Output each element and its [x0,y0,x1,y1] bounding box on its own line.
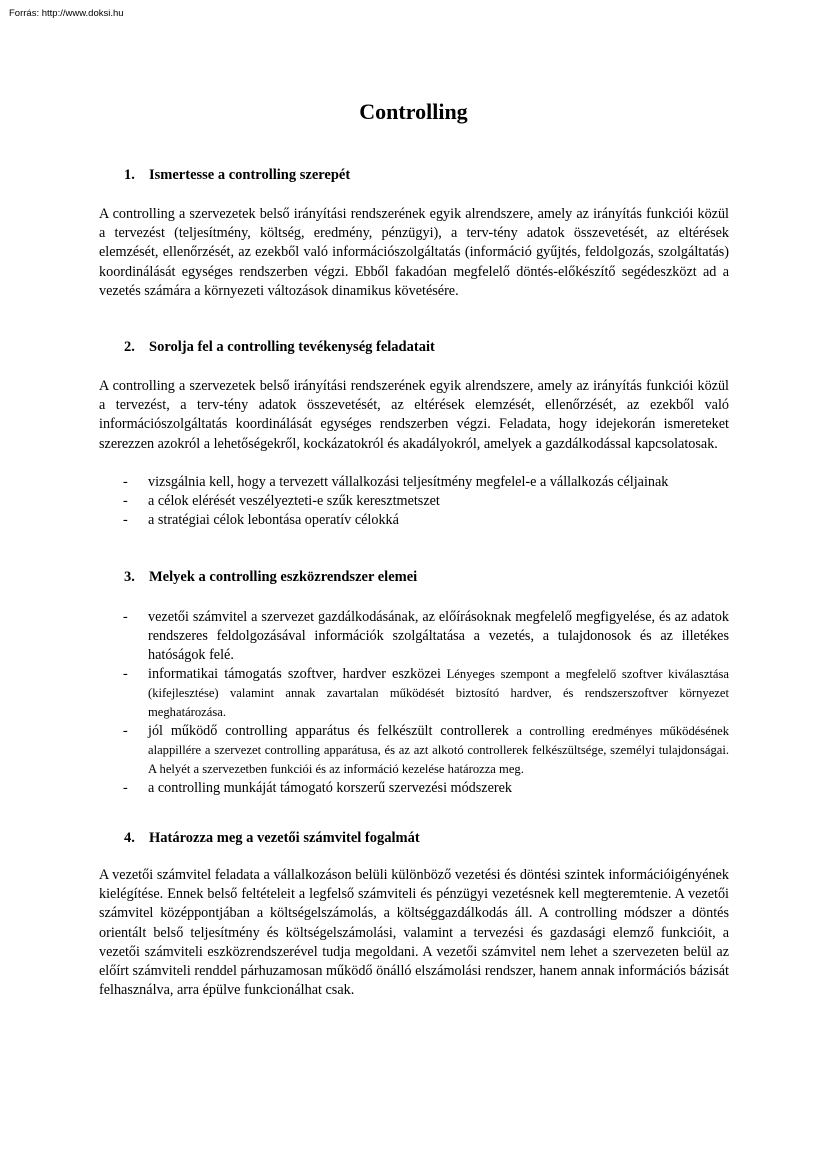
section-1-title: Ismertesse a controlling szerepét [149,167,351,183]
list-item-detail: a controlling eredményes működésének alappillére a szervezet controlling apparátusa, és az azt alkotó controllerek felkészültsége, személyi tulajdonságai. A helyét a szervezetben funkciói és az információ kezelése határozza meg. [148,724,730,776]
section-4-number: 4. [124,830,135,846]
section-3-number: 3. [124,569,135,585]
dash-marker: - [123,474,128,490]
section-2-paragraph: A controlling a szervezetek belső irányítási rendszerének egyik alrendszere, amely az irányítás funkciói közül a tervezést, a terv-tény adatok összevetését, az eltérések elemzését, ellenőrzését, az ezekből való információszolgáltatás koordinálását egységes rendszerben végzi. Feladata, hogy idejekorán ismereteket szerezzen azokról a lehetőségekről, kockázatokról és akadályokról, amelyek a gazdálkodással kapcsolatosak. [99,378,729,452]
dash-marker: - [123,512,128,528]
list-item-main: a controlling munkáját támogató korszerű szervezési módszerek [148,780,513,796]
section-3-list [99,608,729,798]
list-item [99,665,729,722]
dash-marker: - [123,609,128,625]
list-item-text: a célok elérését veszélyezteti-e szűk keresztmetszet [148,493,440,509]
section-2-number: 2. [124,339,135,355]
list-item-main: vezetői számvitel a szervezet gazdálkodásának, az előírásoknak megfelelő megfigyelése, és az adatok rendszeres feldolgozásával információk szolgáltatása a vezetés, a tulajdonosok és az illetékes hatóságok felé. [148,609,729,663]
list-item [99,473,729,492]
section-4-paragraph: A vezetői számvitel feladata a vállalkozáson belüli különböző vezetési és döntési szintek információigényének kielégítése. Ennek belső feltételeit a legfelső számviteli és pénzügyi vezetésnek kell megteremtenie. A vezetői számvitel középpontjában a költségelszámolás, a költséggazdálkodás áll. A controlling módszer a döntés orientált belső teljesítmény és költségelszámolási, valamint a tervezési és gazdasági elemző funkcióit, a vezetői számviteli eszközrendszerével tudja megoldani. A vezetői számvitel nem lehet a szervezeten belül az előírt számviteli renddel párhuzamosan működő önálló elszámolási rendszer, hanem annak információs bázisát felhasználva, arra épülve funkcionálhat csak. [99,867,729,999]
list-item [99,511,729,530]
list-item-text: a stratégiai célok lebontása operatív célokká [148,512,399,528]
list-item [99,492,729,511]
section-2-list [99,473,729,530]
dash-marker: - [123,666,128,682]
section-2-heading [124,339,435,356]
list-item-detail: Lényeges szempont a megfelelő szoftver kiválasztása (kifejlesztése) valamint annak zavartalan működését biztosító hardver, és rendszerszoftver környezet meghatározása. [148,667,729,719]
list-item-main: jól működő controlling apparátus és felkészült controllerek [148,723,509,739]
section-4-heading [124,830,420,847]
section-1-heading [124,167,350,184]
dash-marker: - [123,723,128,739]
list-item [99,779,729,798]
section-3-title: Melyek a controlling eszközrendszer elemei [149,569,418,585]
section-3-heading [124,569,417,586]
section-1-number: 1. [124,167,135,183]
dash-marker: - [123,780,128,796]
list-item-text: vizsgálnia kell, hogy a tervezett vállalkozási teljesítmény megfelel-e a vállalkozás céljainak [148,474,669,490]
page-title: Controlling [359,99,468,124]
section-2-title: Sorolja fel a controlling tevékenység feladatait [149,339,435,355]
list-item [99,722,729,779]
list-item [99,608,729,665]
section-4-title: Határozza meg a vezetői számvitel fogalmát [149,830,420,846]
section-1-paragraph: A controlling a szervezetek belső irányítási rendszerének egyik alrendszere, amely az irányítás funkciói közül a tervezést (teljesítmény, költség, eredmény, pénzügyi), a terv-tény adatok összevetését, az eltérések elemzését, ellenőrzését, az ezekből való információszolgáltatás (információ gyűjtés, feldolgozás, szolgáltatás) koordinálását egységes rendszerben végzi. Ebből fakadóan megfelelő döntés-előkészítő segédeszközt ad a vezetés számára a környezeti változások dinamikus követésére. [99,206,729,299]
source-note: Forrás: http://www.doksi.hu [9,8,124,19]
list-item-main: informatikai támogatás szoftver, hardver eszközei [148,666,441,682]
dash-marker: - [123,493,128,509]
